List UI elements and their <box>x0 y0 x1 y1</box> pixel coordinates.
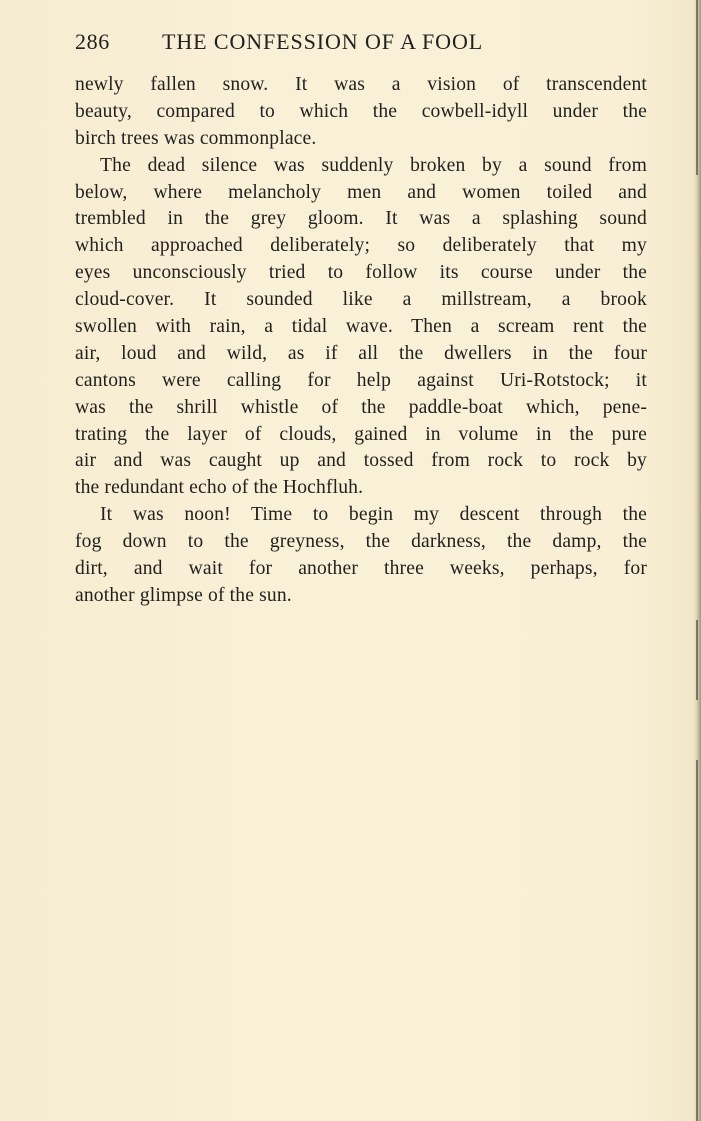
body-text <box>75 72 647 610</box>
text-line: beauty, compared to which the cowbell-idyll under the <box>75 100 647 122</box>
page-edge-line-lower <box>696 760 698 1121</box>
text-line: eyes unconsciously tried to follow its course under the <box>75 262 647 284</box>
text-line: trating the layer of clouds, gained in volume in the pure <box>75 423 647 445</box>
text-line: dirt, and wait for another three weeks, perhaps, for <box>75 558 647 580</box>
page-edge-line-top <box>696 0 698 175</box>
text-line: air and was caught up and tossed from rock to rock by <box>75 450 647 472</box>
text-line: swollen with rain, a tidal wave. Then a scream rent the <box>75 316 647 338</box>
text-line: It was noon! Time to begin my descent through the <box>100 504 647 526</box>
text-line: air, loud and wild, as if all the dwellers in the four <box>75 342 647 364</box>
running-header <box>75 29 655 57</box>
text-line: newly fallen snow. It was a vision of transcendent <box>75 74 647 95</box>
text-line: The dead silence was suddenly broken by a sound from <box>100 154 647 176</box>
text-line: the redundant echo of the Hochfluh. <box>75 477 364 499</box>
text-line: fog down to the greyness, the darkness, the damp, the <box>75 531 647 553</box>
text-line: which approached deliberately; so deliberately that my <box>75 235 647 257</box>
page-number: 286 <box>75 29 110 54</box>
text-line: trembled in the grey gloom. It was a splashing sound <box>75 208 647 230</box>
text-line: cloud-cover. It sounded like a millstream, a brook <box>75 289 647 311</box>
text-line: cantons were calling for help against Uri-Rotstock; it <box>75 369 647 391</box>
running-title: THE CONFESSION OF A FOOL <box>162 29 484 54</box>
text-line: below, where melancholy men and women toiled and <box>75 181 647 203</box>
text-line: birch trees was commonplace. <box>75 127 317 149</box>
page-edge-line-middle <box>696 620 698 700</box>
text-line: was the shrill whistle of the paddle-boat which, pene- <box>75 396 647 418</box>
text-line: another glimpse of the sun. <box>75 584 292 606</box>
